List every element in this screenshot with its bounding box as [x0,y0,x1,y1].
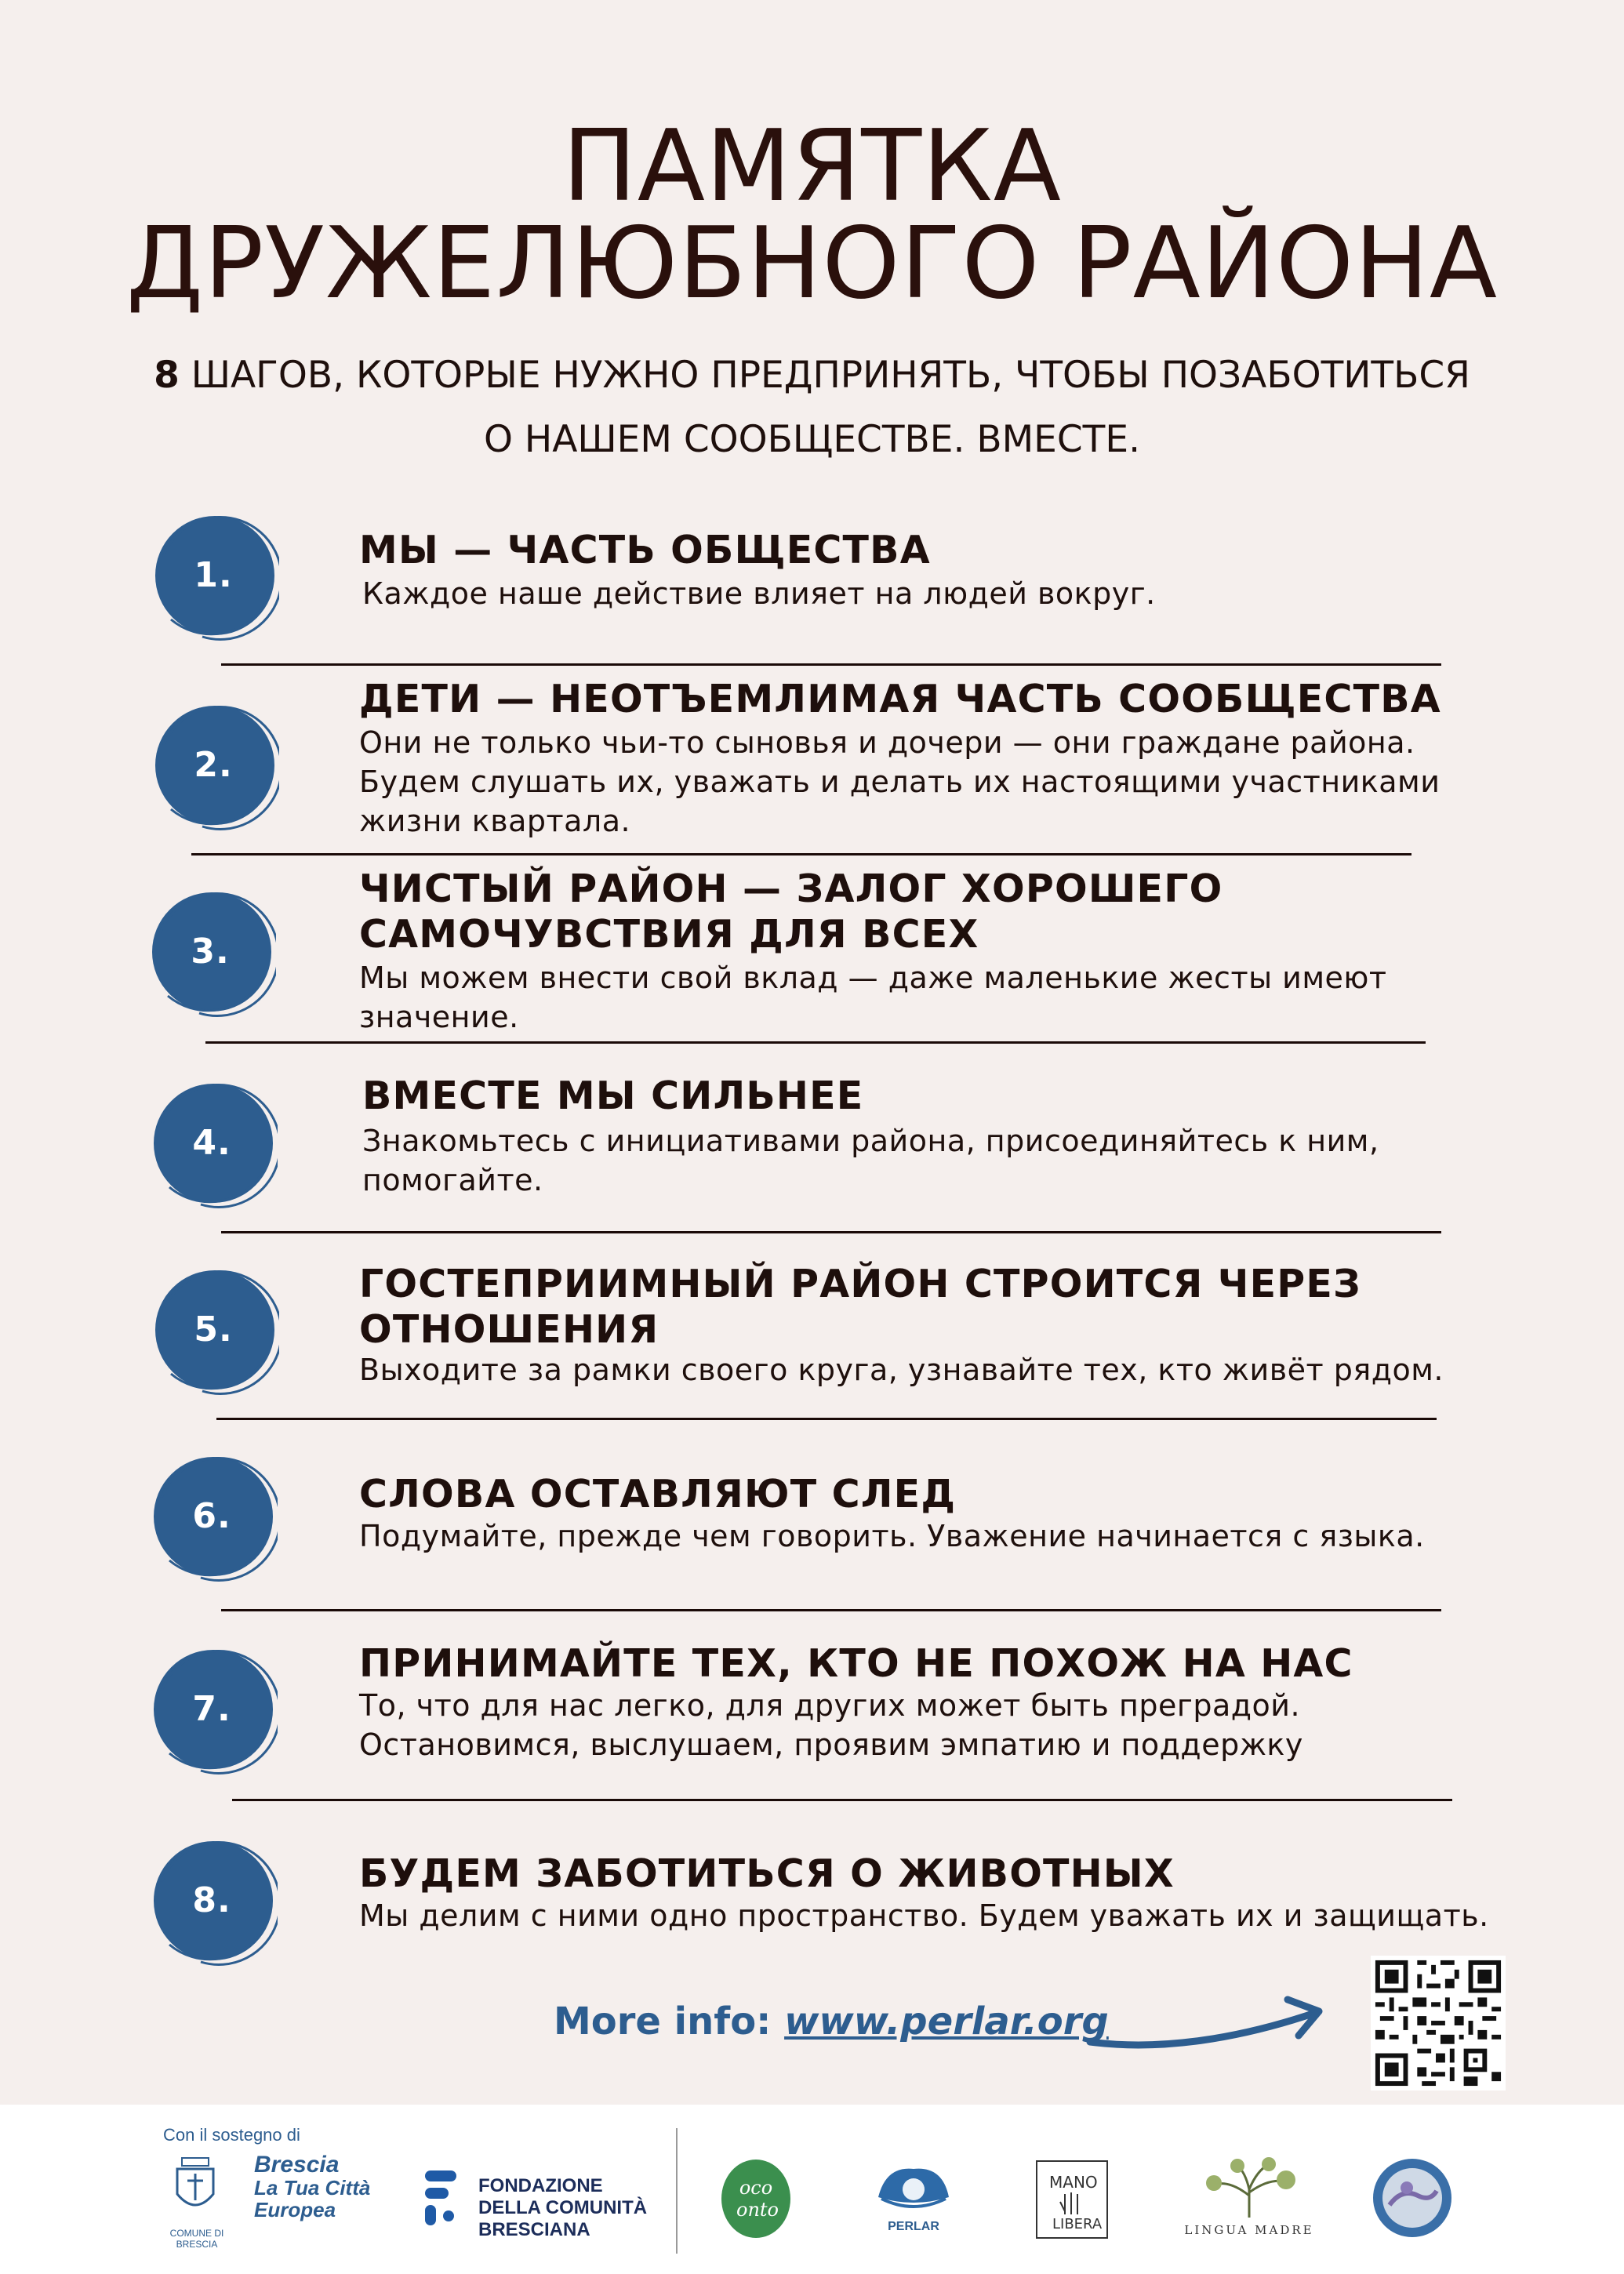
brescia-europea-logo [254,2152,371,2221]
step-title-line-1: ГОСТЕПРИИМНЫЙ РАЙОН СТРОИТСЯ ЧЕРЕЗ [359,1262,1362,1306]
step-body-line-2: Остановимся, выслушаем, проявим эмпатию и поддержку [359,1727,1303,1762]
step-number-badge [147,699,279,831]
step-body-line-3: жизни квартала. [359,804,631,838]
perlar-logo [870,2161,957,2234]
website-link[interactable]: www.perlar.org [784,2000,1109,2043]
step-title: ВМЕСТЕ МЫ СИЛЬНЕЕ [362,1073,864,1118]
fondazione-line-2: DELLA COMUNITÀ [478,2197,648,2218]
divider [205,1041,1426,1044]
step-body-line-1: Мы можем внести свой вклад — даже маленькие жесты имеют [359,961,1387,995]
step-body: Подумайте, прежде чем говорить. Уважение начинается с языка. [359,1519,1425,1553]
step-number-badge [146,1644,278,1775]
fondazione-mark-icon [420,2167,461,2230]
comune-caption: COMUNE DI BRESCIA [169,2228,224,2250]
fondazione-line-3: BRESCIANA [478,2219,590,2240]
step-title-line-1: ЧИСТЫЙ РАЙОН — ЗАЛОГ ХОРОШЕГО [359,866,1223,911]
brescia-logo-line-1: Brescia [254,2152,340,2178]
page-title [0,108,1624,321]
step-number: 6. [192,1496,231,1536]
title-line-2: ДРУЖЕЛЮБНОГО РАЙОНА [125,205,1499,321]
step-body-line-1: То, что для нас легко, для других может быть преградой. [359,1688,1301,1723]
step-number-badge [146,1835,278,1967]
subtitle-number: 8 [154,354,180,397]
footer [0,2105,1624,2274]
step-body: Выходите за рамки своего круга, узнавайте тех, кто живёт рядом. [359,1353,1444,1387]
brescia-logo-line-2: La Tua Città [254,2176,371,2200]
arrow-right-icon [1082,1976,1333,2070]
step-number-badge [146,1451,278,1582]
step-title-line-2: САМОЧУВСТВИЯ ДЛЯ ВСЕХ [359,912,979,957]
subtitle [0,343,1624,472]
step-title: ДЕТИ — НЕОТЪЕМЛИМАЯ ЧАСТЬ СООБЩЕСТВА [359,677,1441,721]
divider [191,853,1411,855]
svg-text:MANO: MANO [1049,2173,1098,2192]
step-title-line-2: ОТНОШЕНИЯ [359,1307,659,1352]
brescia-logo-line-3: Europea [254,2198,336,2221]
divider [221,663,1441,666]
step-body-line-1: Знакомьтесь с инициативами района, присоединяйтесь к ним, [362,1124,1379,1158]
poco-conto-mark-icon [718,2156,797,2243]
step-title: ПРИНИМАЙТЕ ТЕХ, КТО НЕ ПОХОЖ НА НАС [359,1641,1353,1686]
step-number: 4. [192,1123,231,1163]
lingua-madre-logo [1183,2156,1316,2237]
fondazione-logo [478,2175,667,2241]
more-info [554,2000,1109,2043]
divider [216,1418,1437,1420]
step-title: МЫ — ЧАСТЬ ОБЩЕСТВА [359,528,931,572]
comune-di-brescia-logo [168,2153,224,2250]
round-emblem-icon [1371,2156,1454,2239]
sponsor-caption: Con il sostegno di [163,2125,300,2145]
divider [221,1609,1441,1611]
mano-libera-logo [1034,2156,1112,2247]
step-title: БУДЕМ ЗАБОТИТЬСЯ О ЖИВОТНЫХ [359,1851,1175,1896]
poco-conto-logo [718,2156,797,2247]
step-number: 7. [192,1689,231,1729]
subtitle-line-1-text: ШАГОВ, КОТОРЫЕ НУЖНО ПРЕДПРИНЯТЬ, ЧТОБЫ ПОЗАБОТИТЬСЯ [179,354,1470,397]
step-number: 1. [194,555,233,595]
step-body-line-2: Будем слушать их, уважать и делать их настоящими участниками [359,765,1441,799]
step-title: СЛОВА ОСТАВЛЯЮТ СЛЕД [359,1472,957,1517]
step-number-badge [147,510,279,641]
perlar-caption: PERLAR [888,2220,939,2233]
step-body-line-1: Они не только чьи-то сыновья и дочери — они граждане района. [359,725,1415,760]
qr-code[interactable] [1371,1956,1506,2091]
step-number: 5. [194,1310,233,1350]
svg-text:onto: onto [736,2199,779,2221]
fondazione-line-1: FONDAZIONE [478,2175,603,2196]
subtitle-line-2: О НАШЕМ СООБЩЕСТВЕ. ВМЕСТЕ. [483,418,1141,461]
divider [221,1231,1441,1233]
svg-text:oco: oco [739,2177,773,2199]
lingua-madre-caption: LINGUA MADRE [1184,2223,1314,2237]
step-body-line-2: помогайте. [362,1163,543,1197]
tree-icon [1183,2156,1316,2219]
step-number: 8. [192,1880,231,1920]
footer-divider [676,2128,678,2254]
title-line-1: ПАМЯТКА [562,108,1062,223]
coat-of-arms-icon [168,2153,223,2224]
step-number: 3. [191,932,230,972]
step-number-badge [147,1264,279,1396]
step-body: Мы делим с ними одно пространство. Будем уважать их и защищать. [359,1898,1489,1933]
step-body-line-2: значение. [359,1000,519,1034]
more-info-label: More info: [554,2000,785,2043]
step-number-badge [146,1077,278,1209]
step-number: 2. [194,745,233,785]
qr-code-icon [1371,1956,1506,2091]
subtitle-line-1 [0,343,1624,408]
svg-text:LIBERA: LIBERA [1052,2216,1103,2232]
step-body: Каждое наше действие влияет на людей вокруг. [362,576,1156,611]
divider [232,1799,1452,1801]
circular-badge-logo [1371,2156,1454,2243]
step-number-badge [144,886,276,1018]
oyster-pearl-icon [870,2161,957,2216]
fondazione-icon [420,2167,461,2230]
hand-mark-icon [1034,2156,1112,2243]
